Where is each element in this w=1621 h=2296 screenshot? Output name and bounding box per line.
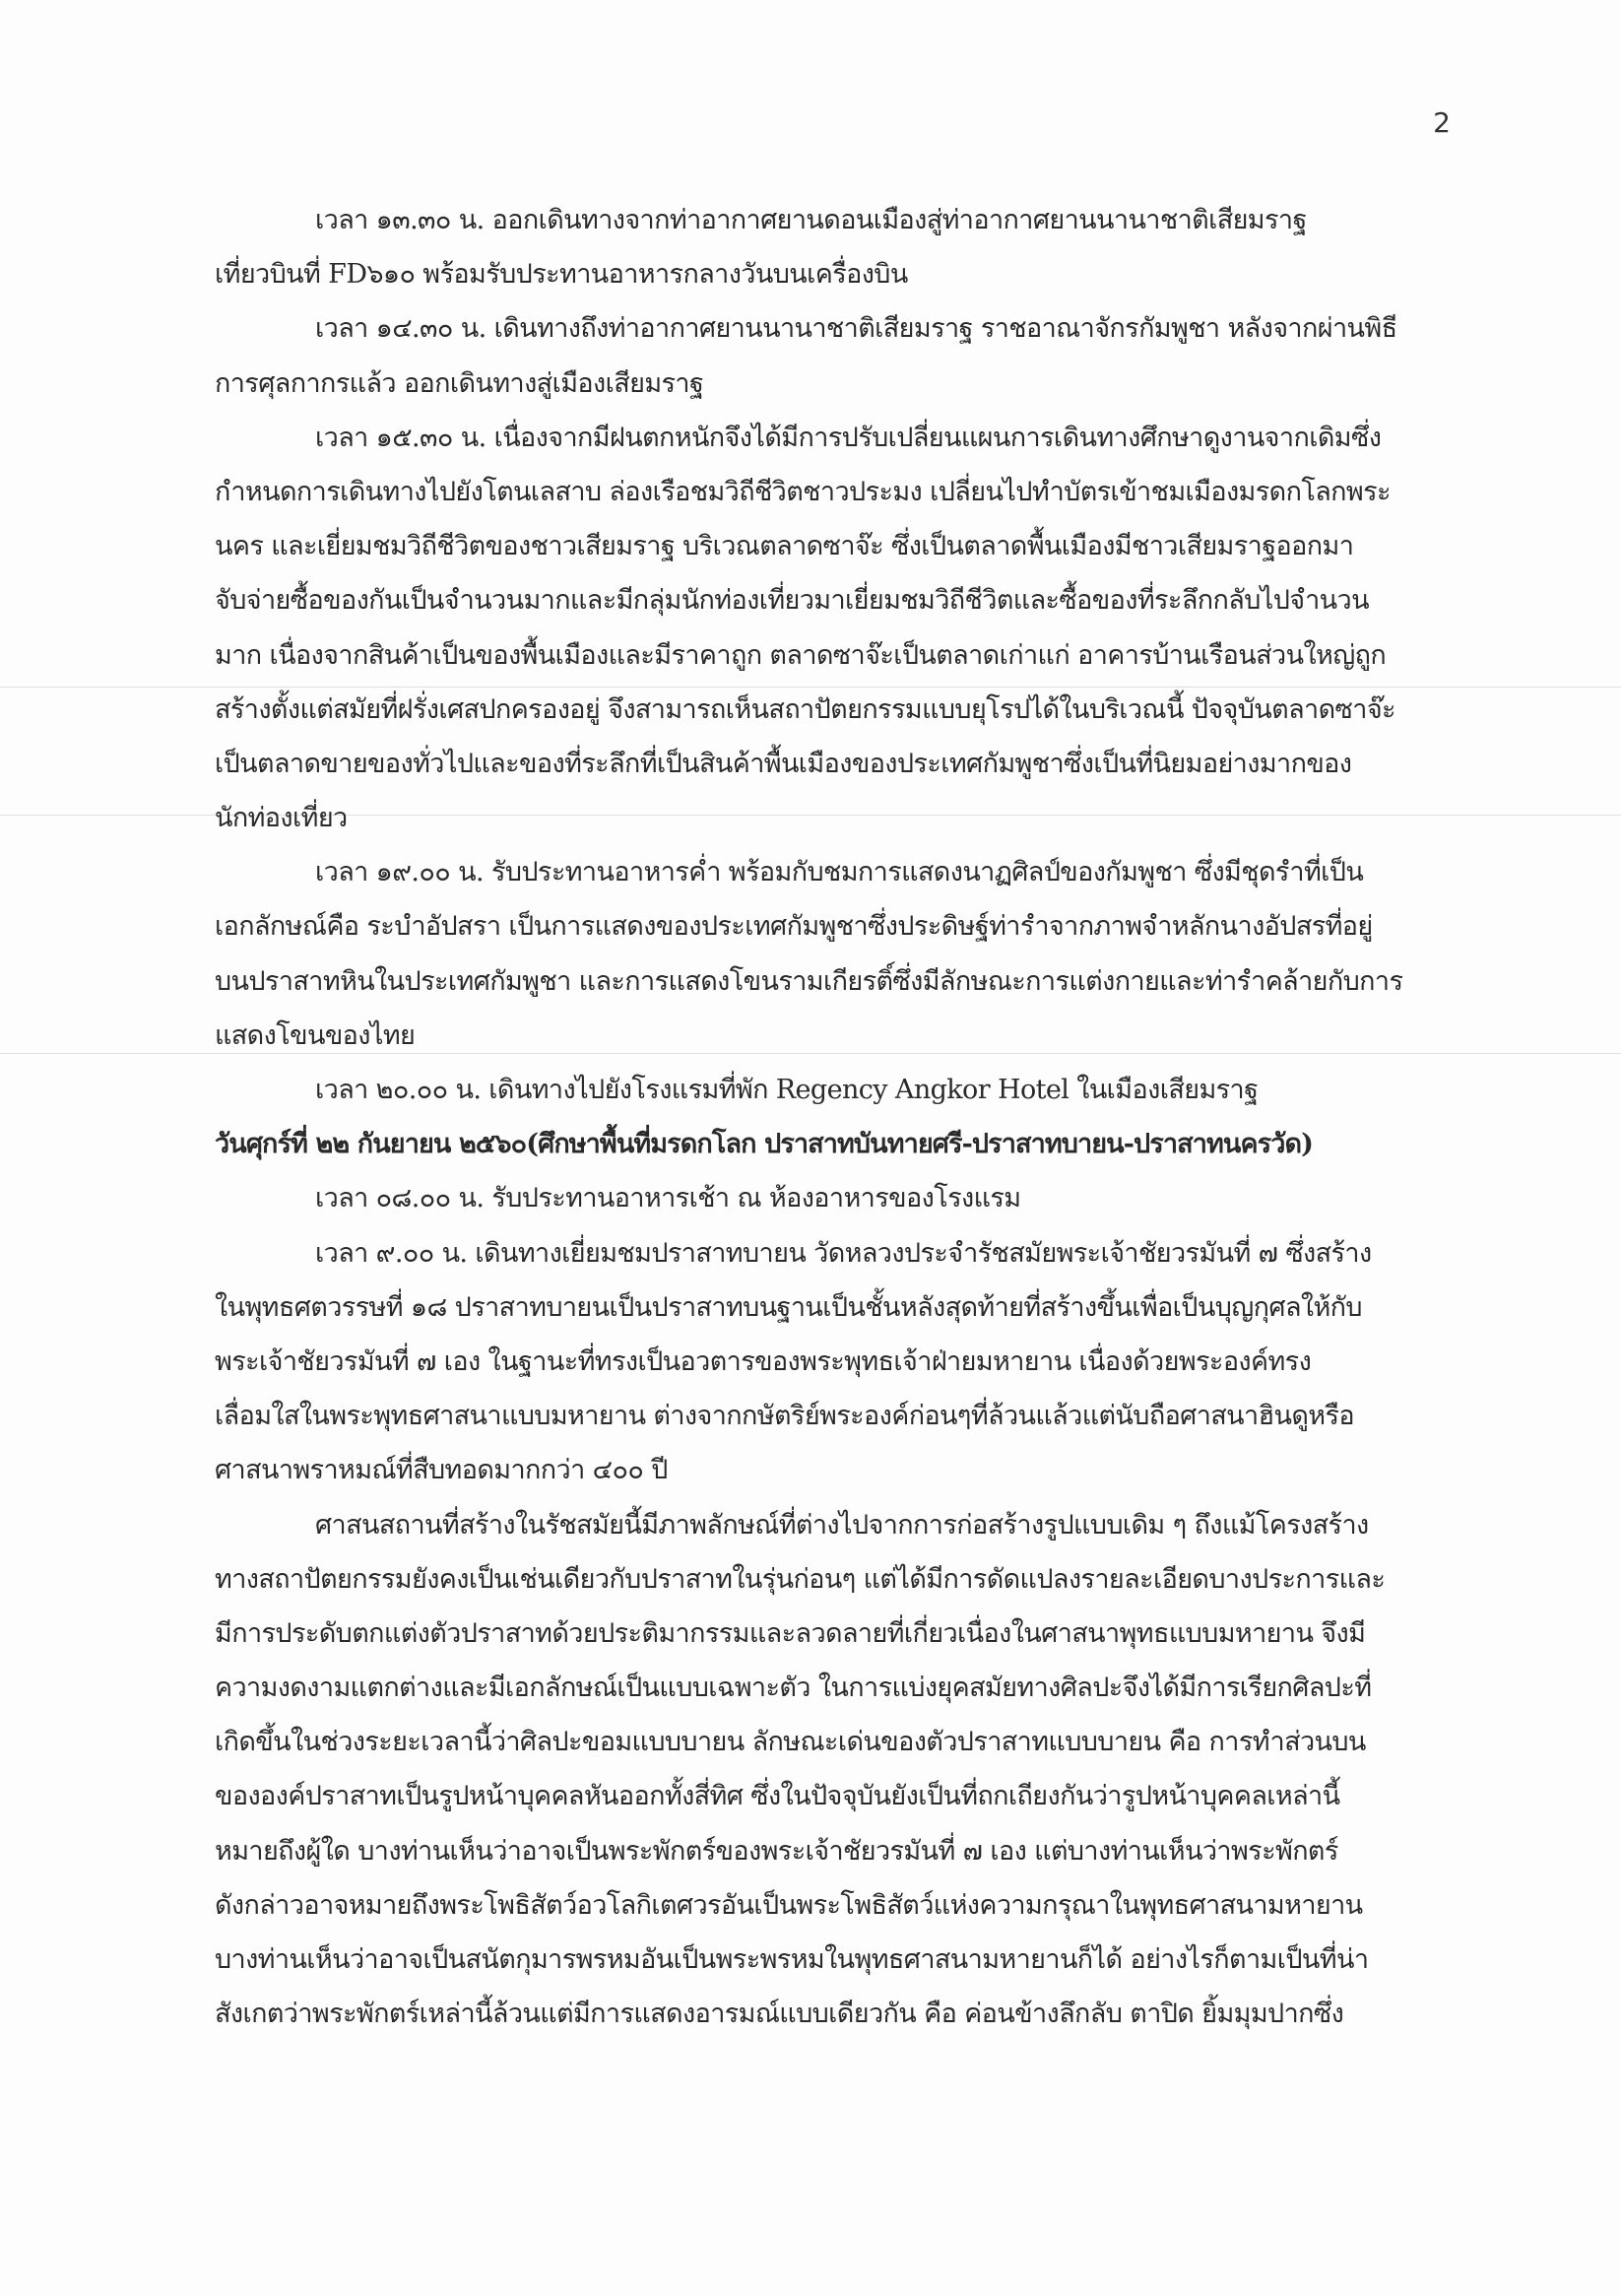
page-number: 2	[1433, 106, 1451, 139]
paragraph-line: สังเกตว่าพระพักตร์เหล่านี้ล้วนแต่มีการแสดงอารมณ์แบบเดียวกัน คือ ค่อนข้างลึกลับ ตาปิด ยิ้มมุมปากซึ่ง	[215, 1999, 1344, 2030]
paragraph-line: เวลา ๐๘.๐๐ น. รับประทานอาหารเช้า ณ ห้องอาหารของโรงแรม	[315, 1183, 1021, 1214]
paragraph-line: จับจ่ายซื้อของกันเป็นจำนวนมากและมีกลุ่มนักท่องเที่ยวมาเยี่ยมชมวิถีชีวิตและซื้อของที่ระลึกกลับไปจำนวน	[215, 585, 1369, 617]
paragraph-line: เป็นตลาดขายของทั่วไปและของที่ระลึกที่เป็นสินค้าพื้นเมืองของประเทศกัมพูชาซึ่งเป็นที่นิยมอย่างมากของ	[215, 748, 1352, 779]
paragraph-line: การศุลกากรแล้ว ออกเดินทางสู่เมืองเสียมราฐ	[215, 367, 704, 399]
paragraph-line: บนปราสาทหินในประเทศกัมพูชา และการแสดงโขนรามเกียรติ์ซึ่งมีลักษณะการแต่งกายและท่ารำคล้ายกับการ	[215, 965, 1403, 997]
body-text	[215, 193, 1448, 2041]
paragraph-line: เวลา ๙.๐๐ น. เดินทางเยี่ยมชมปราสาทบายน วัดหลวงประจำรัชสมัยพระเจ้าชัยวรมันที่ ๗ ซึ่งสร้าง	[315, 1237, 1372, 1269]
section-heading: วันศุกร์ที่ ๒๒ กันยายน ๒๕๖๐(ศึกษาพื้นที่มรดกโลก ปราสาทบันทายศรี-ปราสาทบายน-ปราสาทนครวัด)	[215, 1129, 1313, 1160]
paragraph-line: ความงดงามแตกต่างและมีเอกลักษณ์เป็นแบบเฉพาะตัว ในการแบ่งยุคสมัยทางศิลปะจึงได้มีการเรียกศิลปะที่	[215, 1673, 1372, 1704]
paragraph-line: เวลา ๑๕.๓๐ น. เนื่องจากมีฝนตกหนักจึงได้มีการปรับเปลี่ยนแผนการเดินทางศึกษาดูงานจากเดิมซึ่ง	[315, 422, 1382, 453]
paragraph-line: นักท่องเที่ยว	[215, 803, 348, 834]
paragraph-line: หมายถึงผู้ใด บางท่านเห็นว่าอาจเป็นพระพักตร์ของพระเจ้าชัยวรมันที่ ๗ เอง แต่บางท่านเห็นว่าพระพักตร์	[215, 1835, 1338, 1867]
paragraph-line: เวลา ๑๙.๐๐ น. รับประทานอาหารค่ำ พร้อมกับชมการแสดงนาฏศิลป์ของกัมพูชา ซึ่งมีชุดรำที่เป็น	[315, 857, 1364, 888]
paragraph-line: เกิดขึ้นในช่วงระยะเวลานี้ว่าศิลปะขอมแบบบายน ลักษณะเด่นของตัวปราสาทแบบบายน คือ การทำส่วนบน	[215, 1727, 1366, 1758]
paragraph-line: เวลา ๑๔.๓๐ น. เดินทางถึงท่าอากาศยานนานาชาติเสียมราฐ ราชอาณาจักรกัมพูชา หลังจากผ่านพิธี	[315, 313, 1397, 345]
paragraph-line: ในพุทธศตวรรษที่ ๑๘ ปราสาทบายนเป็นปราสาทบนฐานเป็นชั้นหลังสุดท้ายที่สร้างขึ้นเพื่อเป็นบุญกุศลให้กับ	[215, 1291, 1362, 1323]
paragraph-line: เอกลักษณ์คือ ระบำอัปสรา เป็นการแสดงของประเทศกัมพูชาซึ่งประดิษฐ์ท่ารำจากภาพจำหลักนางอัปสรที่อยู่	[215, 911, 1373, 943]
paragraph-line: เวลา ๒๐.๐๐ น. เดินทางไปยังโรงแรมที่พัก Regency Angkor Hotel ในเมืองเสียมราฐ	[315, 1075, 1259, 1105]
paragraph-line: เวลา ๑๓.๓๐ น. ออกเดินทางจากท่าอากาศยานดอนเมืองสู่ท่าอากาศยานนานาชาติเสียมราฐ	[315, 205, 1307, 235]
paragraph-line: ทางสถาปัตยกรรมยังคงเป็นเช่นเดียวกับปราสาทในรุ่นก่อนๆ แต่ได้มีการดัดแปลงรายละเอียดบางประการและ	[215, 1563, 1386, 1595]
paragraph-line: ศาสนสถานที่สร้างในรัชสมัยนี้มีภาพลักษณ์ที่ต่างไปจากการก่อสร้างรูปแบบเดิม ๆ ถึงแม้โครงสร้าง	[315, 1509, 1369, 1541]
paragraph-line: บางท่านเห็นว่าอาจเป็นสนัตกุมารพรหมอันเป็นพระพรหมในพุทธศาสนามหายานก็ได้ อย่างไรก็ตามเป็นที่น่า	[215, 1944, 1369, 1975]
paragraph-line: มีการประดับตกแต่งตัวปราสาทด้วยประติมากรรมและลวดลายที่เกี่ยวเนื่องในศาสนาพุทธแบบมหายาน จึงมี	[215, 1617, 1366, 1649]
paragraph-line: สร้างตั้งแต่สมัยที่ฝรั่งเศสปกครองอยู่ จึงสามารถเห็นสถาปัตยกรรมแบบยุโรปได้ในบริเวณนี้ ปัจจุบันตลาดซาจ๊ะ	[215, 693, 1395, 725]
paragraph-line: ขององค์ปราสาทเป็นรูปหน้าบุคคลหันออกทั้งสี่ทิศ ซึ่งในปัจจุบันยังเป็นที่ถกเถียงกันว่ารูปหน้าบุคคลเหล่านี้	[215, 1781, 1340, 1812]
paragraph-line: นคร และเยี่ยมชมวิถีชีวิตของชาวเสียมราฐ บริเวณตลาดซาจ๊ะ ซึ่งเป็นตลาดพื้นเมืองมีชาวเสียมราฐออกมา	[215, 531, 1354, 562]
paragraph-line: กำหนดการเดินทางไปยังโตนเลสาบ ล่องเรือชมวิถีชีวิตชาวประมง เปลี่ยนไปทำบัตรเข้าชมเมืองมรดกโลกพระ	[215, 476, 1391, 507]
paragraph-line: ดังกล่าวอาจหมายถึงพระโพธิสัตว์อวโลกิเตศวรอันเป็นพระโพธิสัตว์แห่งความกรุณาในพุทธศาสนามหายาน	[215, 1889, 1363, 1921]
paragraph-line: แสดงโขนของไทย	[215, 1019, 416, 1051]
paragraph-line: ศาสนาพราหมณ์ที่สืบทอดมากกว่า ๔๐๐ ปี	[215, 1455, 668, 1486]
paragraph-line: มาก เนื่องจากสินค้าเป็นของพื้นเมืองและมีราคาถูก ตลาดซาจ๊ะเป็นตลาดเก่าแก่ อาคารบ้านเรือนส่วนใหญ่ถูก	[215, 639, 1387, 671]
paragraph-line: เลื่อมใสในพระพุทธศาสนาแบบมหายาน ต่างจากกษัตริย์พระองค์ก่อนๆที่ล้วนแล้วแต่นับถือศาสนาฮินดูหรือ	[215, 1401, 1354, 1432]
paragraph-line: พระเจ้าชัยวรมันที่ ๗ เอง ในฐานะที่ทรงเป็นอวตารของพระพุทธเจ้าฝ่ายมหายาน เนื่องด้วยพระองค์ทรง	[215, 1345, 1312, 1377]
paragraph-line: เที่ยวบินที่ FD๖๑๐ พร้อมรับประทานอาหารกลางวันบนเครื่องบิน	[215, 259, 908, 291]
